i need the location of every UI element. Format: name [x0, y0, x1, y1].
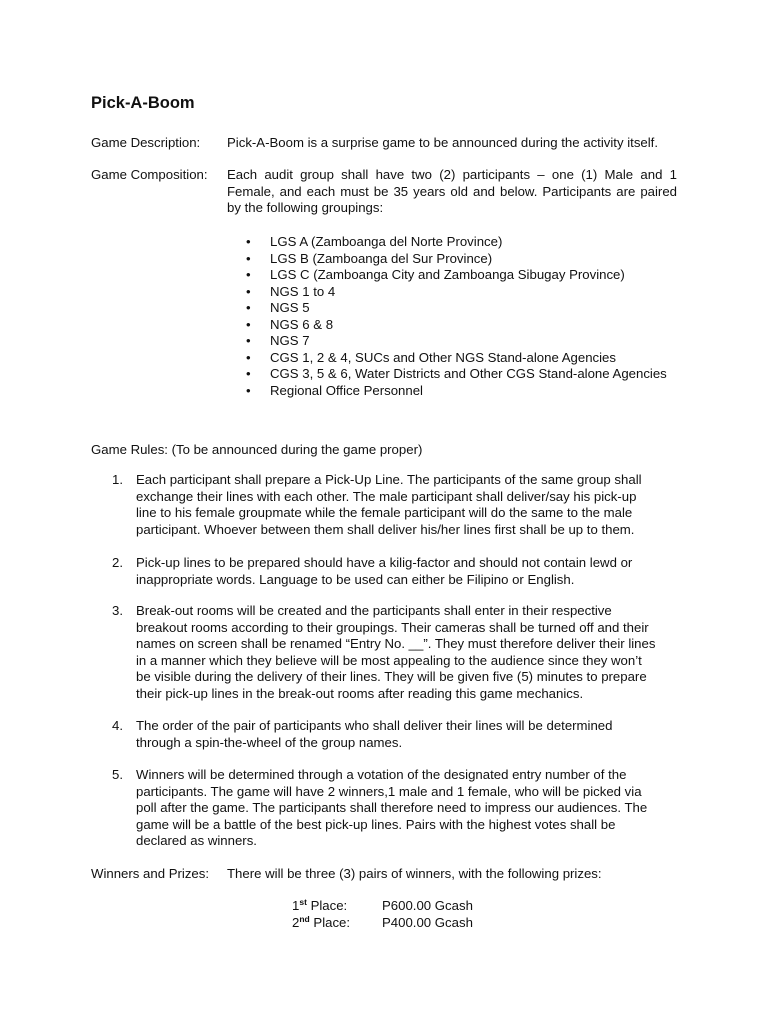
prize-second	[292, 914, 473, 932]
rule-number: 1.	[112, 472, 123, 487]
game-description-label: Game Description:	[91, 135, 201, 150]
game-description-text: Pick-A-Boom is a surprise game to be announced during the activity itself.	[227, 135, 659, 150]
game-composition-text: Each audit group shall have two (2) participants – one (1) Male and 1 Female, and each must be 35 years old and below. Participants are paired by the following groupings:	[227, 167, 677, 215]
rule-text: The order of the pair of participants who shall deliver their lines will be determined through a spin-the-wheel of the group names.	[136, 718, 613, 750]
rule-number: 2.	[112, 555, 123, 570]
rule-number: 4.	[112, 718, 123, 733]
rule-text: Pick-up lines to be prepared should have a kilig-factor and should not contain lewd or inappropriate words. Language to be used can either be Filipino or English.	[136, 555, 633, 587]
winners-prizes-label: Winners and Prizes:	[91, 866, 209, 881]
rule-text: Winners will be determined through a votation of the designated entry number of the participants. The game will have 2 winners,1 male and 1 female, who will be picked via poll after the game. The participants shall therefore need to impress our audiences. The game will be a battle of the best pick-up lines. Pairs with the highest votes shall be declared as winners.	[136, 767, 648, 848]
prize-amount: P600.00 Gcash	[382, 898, 473, 913]
prize-place-suffix: nd	[299, 914, 310, 924]
groupings-list	[246, 234, 677, 399]
rule-text: Break-out rooms will be created and the participants shall enter in their respective breakout rooms according to their groupings. Their cameras shall be turned off and their names on screen shall be renamed “Entry No. __”. They must therefore deliver their lines in a manner which they believe will be most appealing to the audience since they won’t be visible during the delivery of their lines. They will be given five (5) minutes to prepare their pick-up lines in the break-out rooms after reading this game mechanics.	[136, 603, 656, 701]
grouping-item: • NGS 6 & 8	[246, 317, 677, 334]
document-title: Pick-A-Boom	[91, 94, 195, 112]
prize-first	[292, 897, 473, 915]
game-composition-label: Game Composition:	[91, 167, 208, 182]
rule-text: Each participant shall prepare a Pick-Up Line. The participants of the same group shall exchange their lines with each other. The male participant shall deliver/say his pick-up line to his female groupmate while the female participant will do the same to the male participant. Whoever between them shall deliver his/her lines first shall be up to them.	[136, 472, 642, 537]
game-rules-heading: Game Rules: (To be announced during the game proper)	[91, 442, 423, 457]
grouping-item: • CGS 3, 5 & 6, Water Districts and Other CGS Stand-alone Agencies	[246, 366, 677, 383]
rule-number: 5.	[112, 767, 123, 782]
grouping-item: • LGS C (Zamboanga City and Zamboanga Sibugay Province)	[246, 267, 677, 284]
grouping-item: • NGS 1 to 4	[246, 284, 677, 301]
prize-place-label: Place:	[309, 915, 351, 930]
prize-place-label: Place:	[306, 898, 348, 913]
grouping-item: • LGS A (Zamboanga del Norte Province)	[246, 234, 677, 251]
grouping-item: • LGS B (Zamboanga del Sur Province)	[246, 251, 677, 268]
grouping-item: • NGS 5	[246, 300, 677, 317]
winners-prizes-text: There will be three (3) pairs of winners, with the following prizes:	[227, 866, 602, 881]
grouping-item: • CGS 1, 2 & 4, SUCs and Other NGS Stand-alone Agencies	[246, 350, 677, 367]
prize-place-suffix: st	[299, 897, 307, 907]
grouping-item: • NGS 7	[246, 333, 677, 350]
grouping-item: • Regional Office Personnel	[246, 383, 677, 400]
prize-place-number: 1	[292, 898, 300, 913]
rule-number: 3.	[112, 603, 123, 618]
prize-amount: P400.00 Gcash	[382, 915, 473, 930]
prize-place-number: 2	[292, 915, 300, 930]
